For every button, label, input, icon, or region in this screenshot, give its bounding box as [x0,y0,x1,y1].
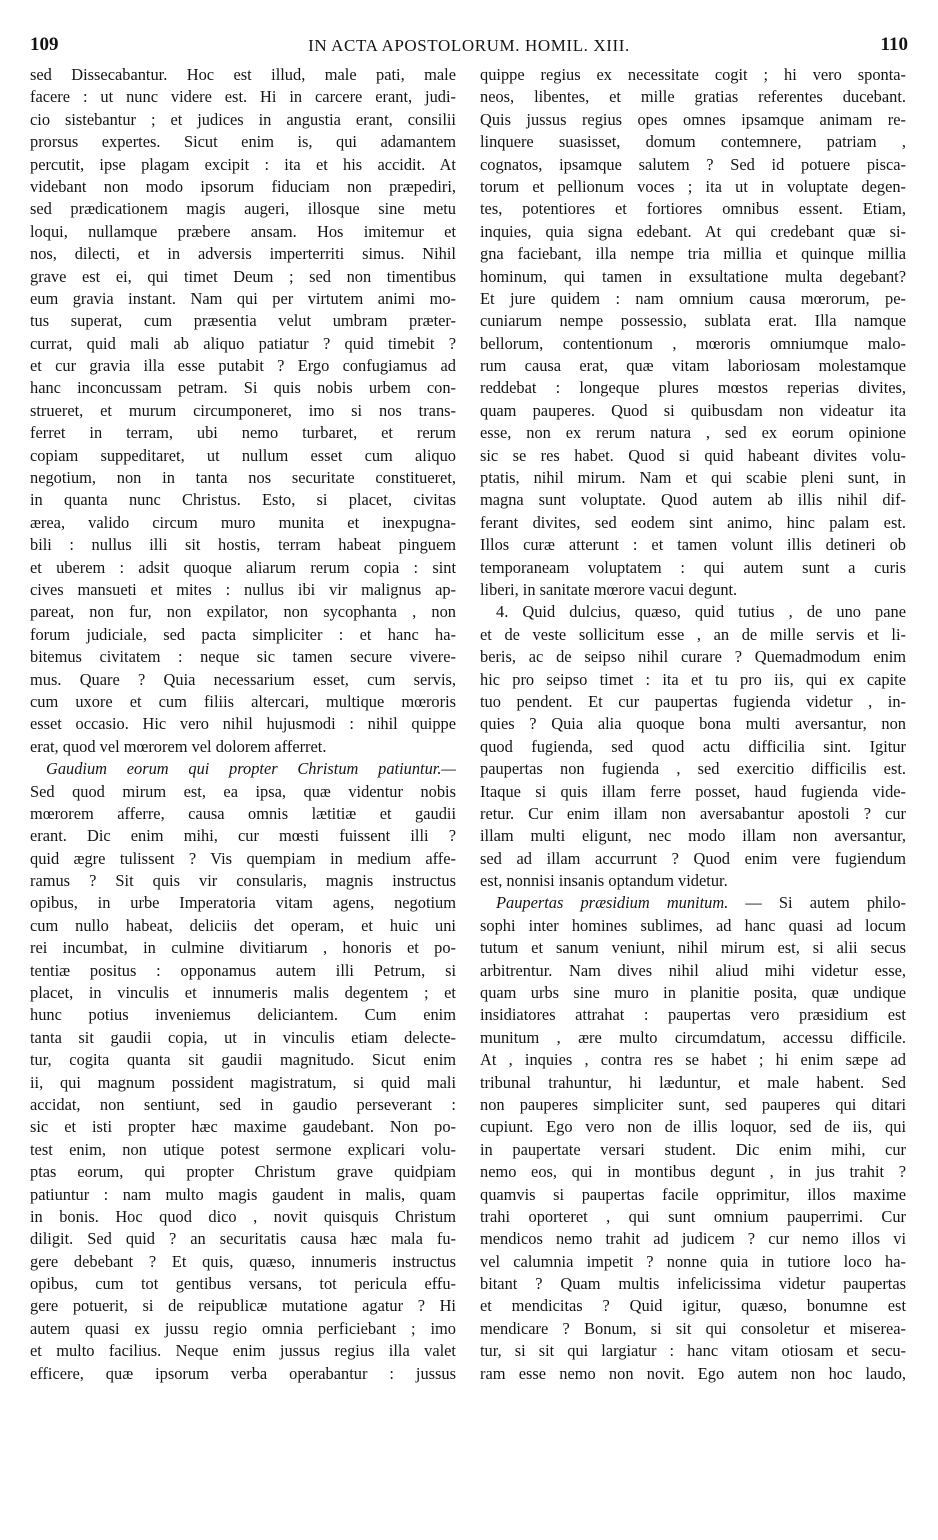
text-line: ram esse nemo non novit. Ego autem non hoc laudo, [480,1363,906,1383]
left-column [30,64,456,1524]
text-line: negotium, non in tanta nos securitate constitueret, [30,468,456,488]
text-line: gere potuerit, si de reipublicæ mutatione agatur ? Hi [30,1296,456,1316]
text-line: nos, dilecti, et in adversis imperterriti simus. Nihil [30,244,456,264]
running-title: IN ACTA APOSTOLORUM. HOMIL. XIII. [308,36,630,55]
text-line: sophi inter homines sublimes, ad hanc quasi ad locum [480,915,906,935]
text-line: sed ad illam accurrunt ? Quod enim vere fugiendum [480,848,906,868]
text-line: ptas eorum, qui propter Christum grave quidpiam [30,1162,456,1182]
text-line: eum gravia instant. Nam qui per virtutem animi mo- [30,288,456,308]
text-line: currat, quid mali ab aliquo patiatur ? quid timebit ? [30,333,456,353]
text-line: nemo eos, qui in montibus degunt , in jus trahit ? [480,1162,906,1182]
text-line: arbitrentur. Nam dives nihil aliud mihi videtur esse, [480,960,906,980]
text-line: quam urbs sine muro in planitie posita, quæ undique [480,983,906,1003]
text-line: quippe regius ex necessitate cogit ; hi vero sponta- [480,65,906,84]
page-number-left: 109 [30,34,59,55]
text-line: tuo pendent. Et cur paupertas fugienda videtur , in- [480,691,906,711]
text-line: bili : nullus illi sit hostis, terram habeat pinguem [30,535,456,555]
text-line: vel calumnia impetit ? nonne quia in tutiore loco ha- [480,1251,906,1271]
text-line: linquere suasisset, domum contemnere, patriam , [480,132,906,152]
text-line: tes, potentiores et fortiores omnibus essent. Etiam, [480,199,906,219]
text-line: in paupertate versari student. Dic enim mihi, cur [480,1139,906,1159]
text-line: tur, cogita quanta sit gaudii magnitudo. Sicut enim [30,1050,456,1070]
text-line: facere : ut nunc videre est. Hi in carcere erant, judi- [30,87,456,107]
text-line: torum et pellionum voces ; ita ut in voluptate degen- [480,176,906,196]
text-line: mœrorem afferre, causa omnis lætitiæ et gaudii [30,803,456,823]
text-line: videbant non modo ipsorum fiduciam non præpediri, [30,176,456,196]
text-line: ramus ? Sit quis vir consularis, magnis instructus [30,871,456,891]
text-line: Et jure quidem : nam omnium causa mœrorum, pe- [480,288,906,308]
text-line: neos, libentes, et mille gratias referentes ducebant. [480,87,906,107]
text-line: et de veste sollicitum esse , an de mille servis et li- [480,624,906,644]
text-line: bitemus civitatem : neque sic tamen secure vivere- [30,647,456,667]
text-line: Itaque si quis illam ferre posset, haud fugienda vide- [480,781,906,801]
text-line: quod fugienda, sed quod actu difficilia sint. Igitur [480,736,906,756]
text-line: quamvis si paupertas facile opprimitur, illos maxime [480,1184,906,1204]
text-line: munitum , ære multo circumdatum, accessu difficile. [480,1027,906,1047]
text-line: At , inquies , contra res se habet ; hi enim sæpe ad [480,1050,906,1070]
text-line: efficere, quæ ipsorum verba operabantur : jussus [30,1363,456,1383]
text-line: Gaudium eorum qui propter Christum patiuntur.— [46,759,456,779]
text-line: ii, qui magnum possident magistratum, si quid mali [30,1072,456,1092]
text-line: gere debebant ? Et quis, quæso, innumeris instructus [30,1251,456,1271]
text-line: percutit, ipse plagam excipit : ita et his accidit. At [30,154,456,174]
text-line: erat, quod vel mœrorem vel dolorem afferret. [30,736,327,756]
text-line: quies ? Quia alia quoque bona multi aversantur, non [480,714,906,734]
text-line: et multo facilius. Neque enim jussus regius illa valet [30,1341,456,1361]
text-line: quam pauperes. Quod si quibusdam non videatur ita [480,400,906,420]
text-line: bellorum, contentionum , mœroris omniumque malo- [480,333,906,353]
text-line: tentiæ positus : opponamus autem illi Petrum, si [30,960,456,980]
right-column [480,64,906,1524]
text-line: hic pro seipso timet : ita et tu pro iis, qui ex capite [480,669,906,689]
text-line: cupiunt. Ego vero non de illis loquor, sed de iis, qui [480,1117,906,1137]
text-line: patiuntur : nam multo magis gaudent in malis, quam [30,1184,456,1204]
text-line: prorsus expertes. Sicut enim is, qui adamantem [30,132,456,152]
text-line: non pauperes simpliciter sunt, sed pauperes qui ditari [480,1094,906,1114]
text-line: gna faciebant, illa nempe tria millia et quinque millia [480,244,906,264]
text-line: cio sistebantur ; et judices in angustia erant, consilii [30,109,456,129]
text-line: Quis jussus regius opes omnes ipsamque animam re- [480,109,906,129]
text-line: autem quasi ex jussu regio omnia perficiebant ; imo [30,1318,456,1338]
text-line: ferret in terram, ubi nemo turbaret, et rerum [30,423,456,443]
text-line: mendicare ? Bonum, si sit qui consoletur et miserea- [480,1318,906,1338]
text-line: in quanta nunc Christus. Esto, si placet, civitas [30,490,456,510]
text-line: copiam suppeditaret, ut nullum esset cum aliquo [30,445,456,465]
text-line: retur. Cur enim illam non aversabantur apostoli ? cur [480,803,906,823]
text-line: 4. Quid dulcius, quæso, quid tutius , de uno pane [496,602,906,622]
text-line: tribunal trahuntur, hi læduntur, et male habent. Sed [480,1072,906,1092]
text-line: hunc potius inveniemus deliciantem. Cum enim [30,1005,456,1025]
text-line: cognatos, ipsamque salutem ? Sed id potuere pisca- [480,154,906,174]
text-line: quid ægre tulissent ? Vis quempiam in medium affe- [30,848,456,868]
text-line: beris, ac de seipso nihil curare ? Quemadmodum enim [480,647,906,667]
text-line: tutum et sanum veniunt, nihil mirum est, si alii secus [480,938,906,958]
text-line: ptatis, nihil mirum. Nam et qui scabie pleni sunt, in [480,468,906,488]
text-line: strueret, et murum circumponeret, imo si nos trans- [30,400,456,420]
text-line: temporaneam voluptatem : qui autem sunt a curis [480,557,906,577]
page-header [30,34,908,58]
text-line: liberi, in sanitate mœrore vacui degunt. [480,579,738,599]
text-line: placet, in vinculis et innumeris malis degentem ; et [30,983,456,1003]
text-line: sic et isti propter hæc maxime gaudebant. Non po- [30,1117,456,1137]
text-line: bitant ? Quam multis infelicissima videtur paupertas [480,1274,906,1294]
text-line: test enim, non utique potest sermone explicari volu- [30,1139,456,1159]
text-line: sed Dissecabantur. Hoc est illud, male pati, male [30,65,456,84]
text-line: et cur gravia illa esse putabit ? Ergo confugiamus ad [30,356,456,376]
text-line: tur, si sit qui largiatur : hanc vitam otiosam et secu- [480,1341,906,1361]
text-line: sic se res habet. Quod si quid habeant divites volu- [480,445,906,465]
text-line: mus. Quare ? Quia necessarium esset, cum servis, [30,669,456,689]
text-line: Illos curæ atterunt : et tamen volunt illis detineri ob [480,535,906,555]
text-line: paupertas non fugienda , sed exercitio difficilis est. [480,759,906,779]
text-line: grave est ei, qui timet Deum ; sed non timentibus [30,266,456,286]
text-line: est, nonnisi insanis optandum videtur. [480,871,728,891]
text-line: cum uxore et cum filiis altercari, multique mœroris [30,691,456,711]
text-line: cuniarum nempe possessio, sublata erat. Illa namque [480,311,906,331]
text-line: rei incumbat, in culmine divitiarum , honoris et po- [30,938,456,958]
text-line: Sed quod mirum est, ea ipsa, quæ videntur nobis [30,781,456,801]
text-line: pareat, non fur, non expilator, non sycophanta , non [30,602,456,622]
text-line: mendicos nemo trahit ad judicem ? cur nemo illos vi [480,1229,906,1249]
page-number-right: 110 [880,34,908,55]
text-line: magna sunt voluptate. Quod autem ab illis nihil dif- [480,490,906,510]
text-line: in bonis. Hoc quod dico , novit quisquis Christum [30,1206,456,1226]
text-line: ærea, valido circum muro munita et inexpugna- [30,512,456,532]
text-line: et uberem : adsit quoque aliarum rerum copia : sint [30,557,456,577]
text-line: tus superat, cum præsentia velut umbram præter- [30,311,456,331]
text-line: erant. Dic enim mihi, cur mœsti fuissent illi ? [30,826,456,846]
text-line: illam multi eligunt, nec modo illam non aversantur, [480,826,906,846]
text-line: esset occasio. Hic vero nihil hujusmodi : nihil quippe [30,714,456,734]
text-line: et mendicitas ? Quid igitur, quæso, bonumne est [480,1296,906,1316]
text-line: cum nullo habeat, deliciis det operam, et huic uni [30,915,456,935]
text-line: accidat, non sentiunt, sed in gaudio perseverant : [30,1094,456,1114]
text-line: reddebat : longeque plures mœstos reperias divites, [480,378,906,398]
text-line: inquies, quia signa edebant. At qui credebant quæ si- [480,221,906,241]
text-line: opibus, in urbe Imperatoria vitam agens, negotium [30,893,456,913]
text-line: forum judiciale, sed pacta simpliciter : et hanc ha- [30,624,456,644]
text-line: tanta sit gaudii copia, ut in vinculis etiam delecte- [30,1027,456,1047]
text-line: ferant divites, sed eodem sint animo, hinc palam est. [480,512,906,532]
text-line: sed prædicationem magis augeri, illosque sine metu [30,199,456,219]
text-line: hanc inconcussam petram. Si quis nobis urbem con- [30,378,456,398]
text-line: rum causa erat, quæ vitam laboriosam molestamque [480,356,906,376]
text-line: insidiatores attrahat : paupertas vero præsidium est [480,1005,906,1025]
text-line: hominum, qui tamen in exsultatione multa degebant? [480,266,906,286]
text-line: diligit. Sed quid ? an securitatis causa hæc mala fu- [30,1229,456,1249]
text-line: esse, non ex rerum natura , sed ex eorum opinione [480,423,906,443]
text-line: Paupertas præsidium munitum. — Si autem philo- [496,893,906,913]
text-line: opibus, cum tot gentibus versans, tot pericula effu- [30,1274,456,1294]
text-line: cives mansueti et mites : nullus ibi vir malignus ap- [30,579,456,599]
text-line: loqui, nullamque præbere ansam. Hos imitemur et [30,221,456,241]
text-line: trahi oporteret , qui sunt omnium pauperrimi. Cur [480,1206,906,1226]
